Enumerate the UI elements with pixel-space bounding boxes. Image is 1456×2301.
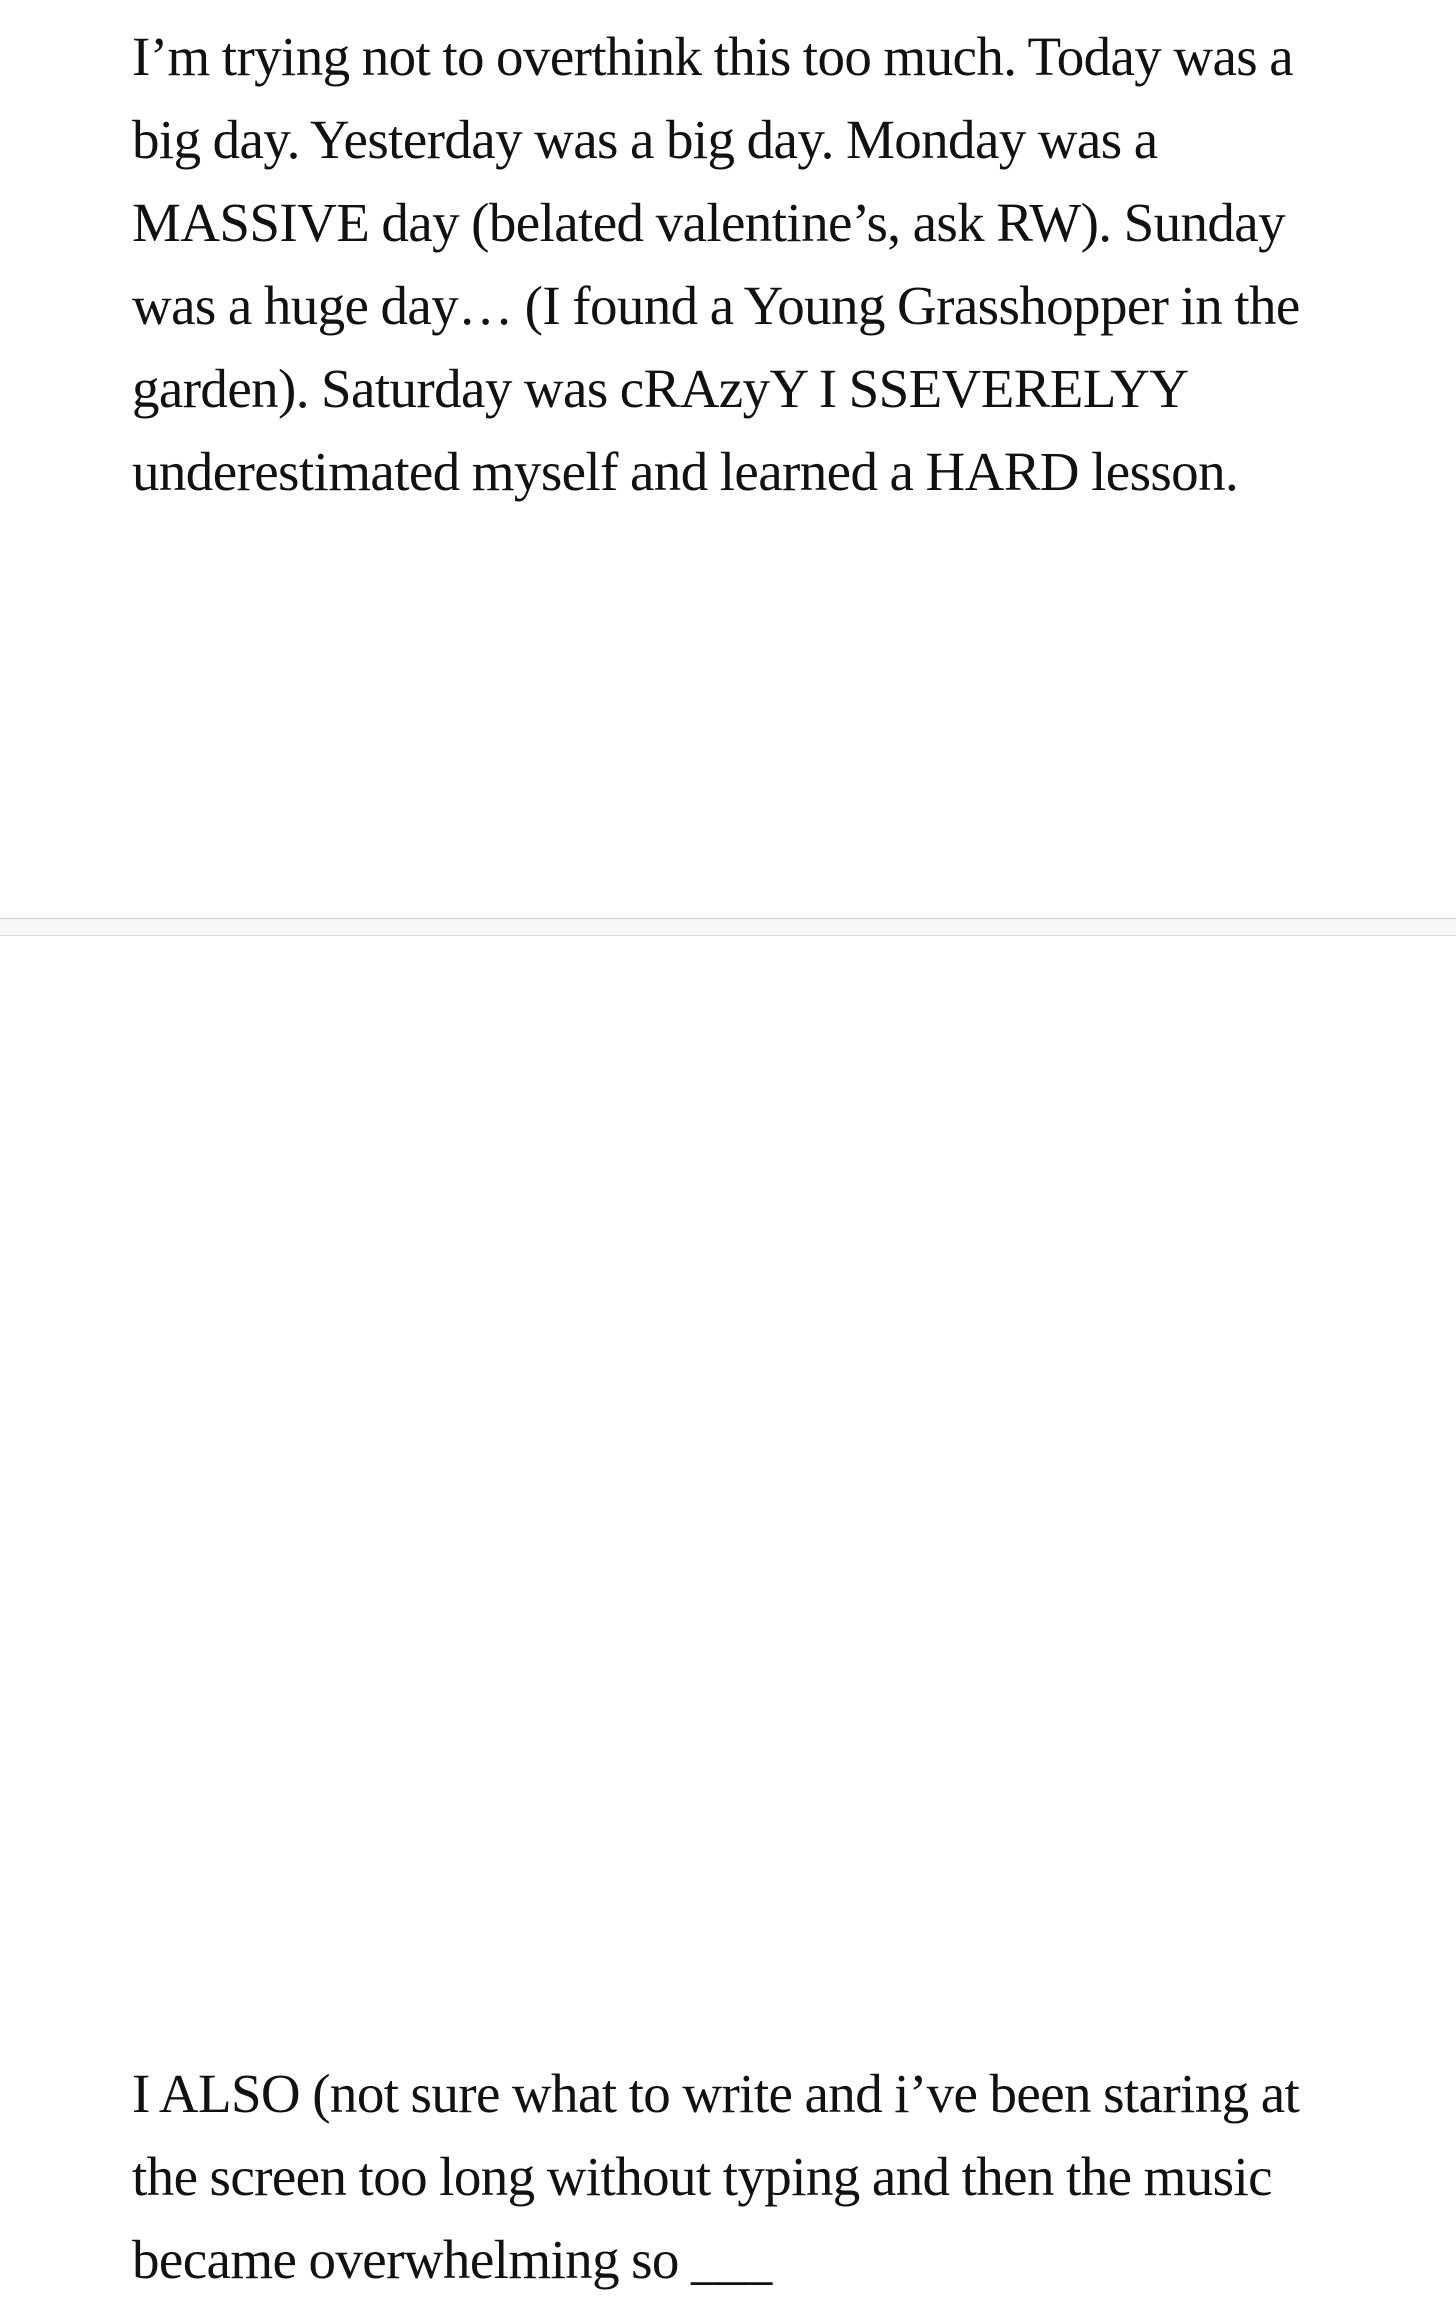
body-paragraph-2[interactable]: I ALSO (not sure what to write and i’ve been staring at the screen too long without typing and then the music became overwhelming so ___ xyxy=(132,2063,1300,2290)
document-page-1 xyxy=(0,0,1456,918)
page-break-divider xyxy=(0,918,1456,936)
document-page-2 xyxy=(0,936,1456,2290)
body-paragraph-1[interactable]: I’m trying not to overthink this too much. Today was a big day. Yesterday was a big day. Monday was a MASSIVE day (belated valentine’s, ask RW). Sunday was a huge day… (I found a Young Grasshopper in the garden). Saturday was cRAzyY I SSEVERELYY underestimated myself and learned a HARD lesson. xyxy=(132,26,1300,502)
